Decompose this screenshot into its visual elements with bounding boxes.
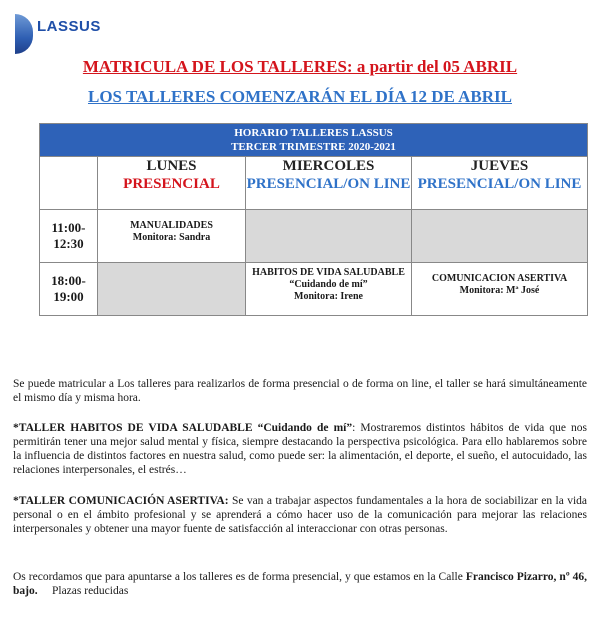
address-text: Francisco Pizarro, nº 46, bajo. — [13, 571, 588, 597]
empty-cell — [98, 263, 246, 316]
paragraph-text: Os recordamos que para apuntarse a los talleres es de forma presencial, y que estamos en la Calle — [13, 571, 466, 583]
time-cell: 11:00-12:30 — [40, 210, 98, 263]
paragraph-address — [13, 570, 587, 598]
empty-cell — [412, 210, 588, 263]
workshop-monitor: Monitora: Irene — [294, 291, 363, 302]
schedule-header — [40, 124, 588, 157]
logo-mark-icon — [15, 14, 33, 54]
table-row — [40, 263, 588, 316]
workshop-monitor: Monitora: Sandra — [132, 232, 211, 243]
paragraph-text: Se puede matricular a Los talleres para realizarlos de forma presencial o de forma on line, el taller se hará simultáneamente el mismo día y misma hora. — [13, 378, 587, 404]
day-mode: PRESENCIAL/ON LINE — [417, 176, 582, 192]
day-mode: PRESENCIAL — [123, 176, 220, 192]
paragraph-heading: *TALLER HABITOS DE VIDA SALUDABLE “Cuidando de mí” — [13, 422, 353, 434]
schedule-header-title: HORARIO TALLERES LASSUS — [234, 127, 393, 139]
lassus-logo — [15, 10, 115, 60]
day-name: LUNES — [146, 158, 197, 174]
paragraph-enrollment-info — [13, 377, 587, 405]
paragraph-habitos — [13, 421, 587, 477]
day-mode: PRESENCIAL/ON LINE — [246, 176, 411, 192]
enrollment-title: MATRICULA DE LOS TALLERES: a partir del 05 ABRIL — [82, 57, 518, 76]
paragraph-text: : Mostraremos distintos hábitos de vida que nos permitirán tener una mejor salud mental y física, siempre destacando la perspectiva psicológica. Para ello hablaremos sobre la influencia de distintos factores en nuestra salud, como puede ser: la alimentación, el deporte, el sueño, el autocuidado, las relaciones interpersonales, el estrés… — [13, 422, 587, 476]
workshop-monitor: Monitora: Mª José — [459, 285, 540, 296]
schedule-header-term: TERCER TRIMESTRE 2020-2021 — [231, 141, 396, 153]
workshop-cell-comunicacion — [412, 263, 588, 316]
workshop-title: COMUNICACION ASERTIVA — [431, 273, 568, 284]
workshop-cell-habitos — [246, 263, 412, 316]
schedule-table — [39, 123, 588, 316]
time-cell: 18:00-19:00 — [40, 263, 98, 316]
workshop-title: HABITOS DE VIDA SALUDABLE “Cuidando de mí” — [252, 267, 405, 290]
day-header-miercoles — [246, 157, 412, 210]
day-header-jueves — [412, 157, 588, 210]
day-header-lunes — [98, 157, 246, 210]
day-name: JUEVES — [470, 158, 529, 174]
paragraph-heading: *TALLER COMUNICACIÓN ASERTIVA: — [13, 495, 229, 507]
logo-text: LASSUS — [37, 18, 101, 35]
workshop-cell-manualidades — [98, 210, 246, 263]
limited-places-text: Plazas reducidas — [37, 585, 129, 597]
paragraph-comunicacion — [13, 494, 587, 536]
start-date-title: LOS TALLERES COMENZARÁN EL DÍA 12 DE ABRIL — [87, 87, 512, 106]
paragraph-text: Se van a trabajar aspectos fundamentales a la hora de sociabilizar en la vida personal o en el ámbito profesional y se aprenderá a cómo hacer uso de la comunicación para mejorar las relaciones interpersonales y obtener una mayor fuente de satisfacción al interaccionar con otras personas. — [13, 495, 587, 535]
corner-cell — [40, 157, 98, 210]
day-name: MIERCOLES — [282, 158, 375, 174]
table-row — [40, 210, 588, 263]
workshop-title: MANUALIDADES — [130, 220, 213, 231]
empty-cell — [246, 210, 412, 263]
